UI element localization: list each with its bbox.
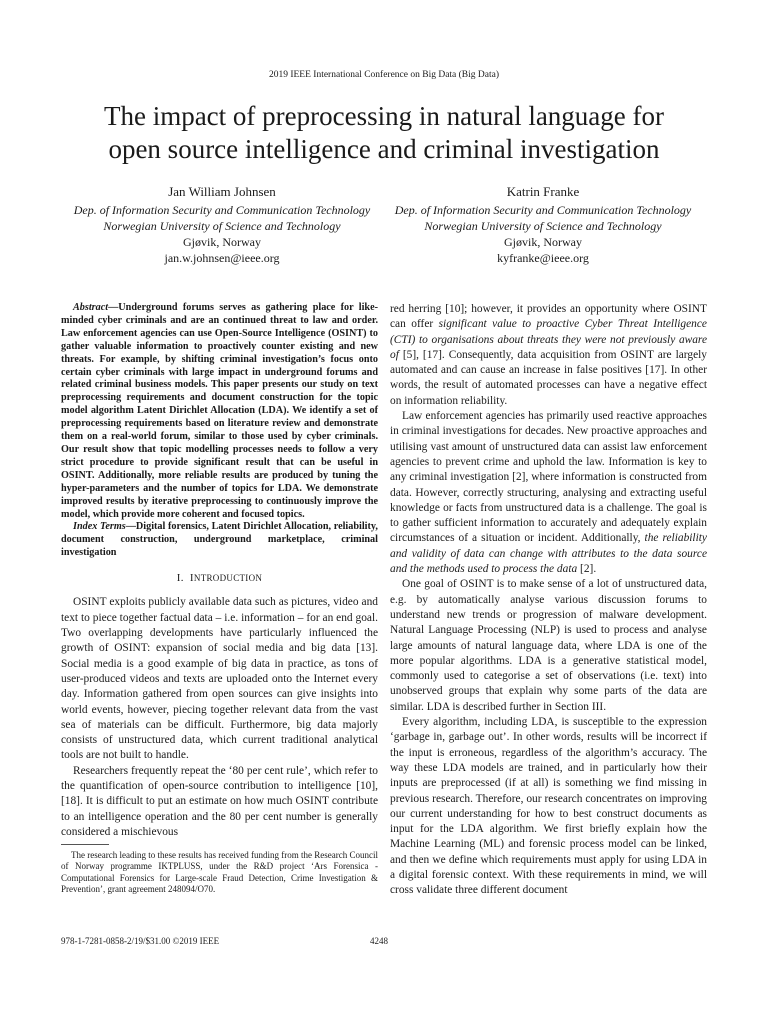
author-name: Jan William Johnsen: [168, 184, 276, 199]
title-line-2: open source intelligence and criminal investigation: [108, 134, 660, 164]
author-university: Norwegian University of Science and Technology: [103, 219, 341, 233]
paper-title: [30, 100, 738, 166]
section-heading-introduction: [61, 571, 378, 586]
author-email[interactable]: kyfranke@ieee.org: [497, 251, 589, 265]
author-university: Norwegian University of Science and Technology: [424, 219, 662, 233]
author-email[interactable]: jan.w.johnsen@ieee.org: [164, 251, 280, 265]
paragraph-garbage-in: Every algorithm, including LDA, is susceptible to the expression ‘garbage in, garbage out’. In other words, results will be incorrect if the input is erroneous, regardless of the algorithm’s accuracy. The way these LDA models are trained, and in particularly how their inputs are preprocessed (if at all) is something we find missing in previous research. Therefore, our research concentrates on improving our current understanding for how to best construct documents as input for the LDA algorithm. We first briefly explain how the Machine Learning (ML) and forensic process model can be linked, and then we define which requirements must apply for using LDA in a digital forensic context. With these requirements in mind, we will cross validate three different document: [390, 716, 707, 897]
funding-footnote: [61, 850, 378, 896]
section-title-rest: NTRODUCTION: [193, 573, 263, 584]
paragraph-law-enforcement: [390, 409, 707, 577]
author-name: Katrin Franke: [506, 184, 580, 199]
section-numeral: I.: [176, 572, 184, 585]
text-run: [2].: [577, 563, 597, 576]
copyright-line: 978-1-7281-0858-2/19/$31.00 ©2019 IEEE: [61, 936, 220, 946]
intro-paragraph-1: OSINT exploits publicly available data such as pictures, video and text to piece together factual data – i.e. information – for an end goal. Two overlapping developments have particularly influenced the growth of OSINT: expansion of social media and big data [13]. Social media is a good example of big data in practice, as tons of user-produced videos and texts are uploaded onto the Internet every day. Information gathered from open sources can give insights into world events, however, piecing together relevant data from the vast sea of materials can be difficult. Furthermore, big data majorly consists of unstructured data, which current traditional analytical tools are not built to handle.: [61, 596, 378, 762]
abstract: [61, 302, 378, 521]
section-title-initial: I: [189, 572, 194, 585]
abstract-text: —Underground forums serves as gathering place for like-minded cyber criminals and are an continued threat to law and order. Law enforcement agencies can use Open-Source Intelligence (OSINT) to gather valuable information to proactively counter existing and new threats. For example, by shifting criminal investigation’s focus onto certain cyber criminals with large impact in underground forums and related criminal business models. This paper presents our study on text preprocessing requirements and document construction for the topic model algorithm Latent Dirichlet Allocation (LDA). We identify a set of preprocessing requirements based on literature review and demonstrate them on a real-world forum, similar to those used by cyber criminals. Our result show that topic modelling processes needs to follow a very strict procedure to provide significant result that can be useful in OSINT. Additionally, more reliable results are produced by tuning the hyper-parameters and the number of topics for LDA. We demonstrate improved results by iterative preprocessing to continuously improve the model, which provide more coherent and focused topics.: [61, 302, 378, 520]
right-column: [390, 302, 707, 899]
text-run: Law enforcement agencies has primarily used reactive approaches in criminal investigations for decades. New proactive approaches and utilising vast amount of unstructured data can assist law enforcement agencies to prevent crime and uphold the law. Information is key to any criminal investigation [2], where information is constructed from data. However, correctly structuring, analysing and extracting useful knowledge or facts from unstructured data is a challenge. The goal is to gather sufficient information to accurately and adequately explain circumstances of a situation or incident. Additionally,: [390, 410, 707, 545]
text-run: red herring [10]; however, it provides an opportunity where OSINT can offer: [390, 303, 707, 331]
paragraph-osint-goal: One goal of OSINT is to make sense of a lot of unstructured data, e.g. by automatically analyse various discussion forums to understand new trends or progression of malware development. Natural Language Processing (NLP) is used to process and analyse large amounts of natural language data, where LDA is one of the more popular algorithms. LDA is a generative statistical model, commonly used to categorise a set of observations (i.e. text) into unobserved groups that explain why some parts of the data are similar. LDA is described further in Section III.: [390, 578, 707, 713]
index-terms: [61, 521, 378, 560]
paragraph-red-herring: [390, 302, 707, 409]
author-city: Gjøvik, Norway: [183, 235, 261, 249]
intro-paragraph-2: Researchers frequently repeat the ‘80 per cent rule’, which refer to the quantification of open-source contribution to intelligence [10], [18]. It is difficult to put an estimate on how much OSINT contribute to an intelligence operation and the 80 per cent number is generally considered a mischievous: [61, 764, 378, 838]
author-block-1: [36, 184, 408, 266]
abstract-label: Abstract: [73, 302, 109, 313]
author-city: Gjøvik, Norway: [504, 235, 582, 249]
author-department: Dep. of Information Security and Communication Technology: [73, 203, 371, 217]
index-terms-text: —Digital forensics, Latent Dirichlet Allocation, reliability, document construction, underground marketplace, criminal investigation: [61, 521, 378, 559]
italic-run: significant value to proactive Cyber Threat Intelligence (CTI) to organisations about threats they were not previously aware of: [390, 318, 707, 361]
page-number: 4248: [370, 936, 388, 946]
footnote-rule: [61, 844, 109, 845]
text-run: [5], [17]. Consequently, data acquisition from OSINT are largely automated and can cause an increase in false positives [17]. In other words, the result of automated processes can have a negative effect on information reliability.: [390, 348, 707, 407]
left-column: [61, 302, 378, 840]
title-line-1: The impact of preprocessing in natural language for: [103, 101, 665, 131]
italic-run: the reliability and validity of data can change with attributes to the data source and the methods used to process the data: [390, 532, 707, 576]
footnote-text: The research leading to these results has received funding from the Research Council of Norway programme IKTPLUSS, under the R&D project ‘Ars Forensica - Computational Forensics for Large-scale Fraud Detection, Crime Investigation & Prevention’, grant agreement 248094/O70.: [61, 850, 378, 895]
index-terms-label: Index Terms: [73, 521, 126, 533]
author-department: Dep. of Information Security and Communication Technology: [394, 203, 692, 217]
author-block-2: [382, 184, 704, 266]
conference-header: 2019 IEEE International Conference on Big Data (Big Data): [268, 70, 500, 80]
